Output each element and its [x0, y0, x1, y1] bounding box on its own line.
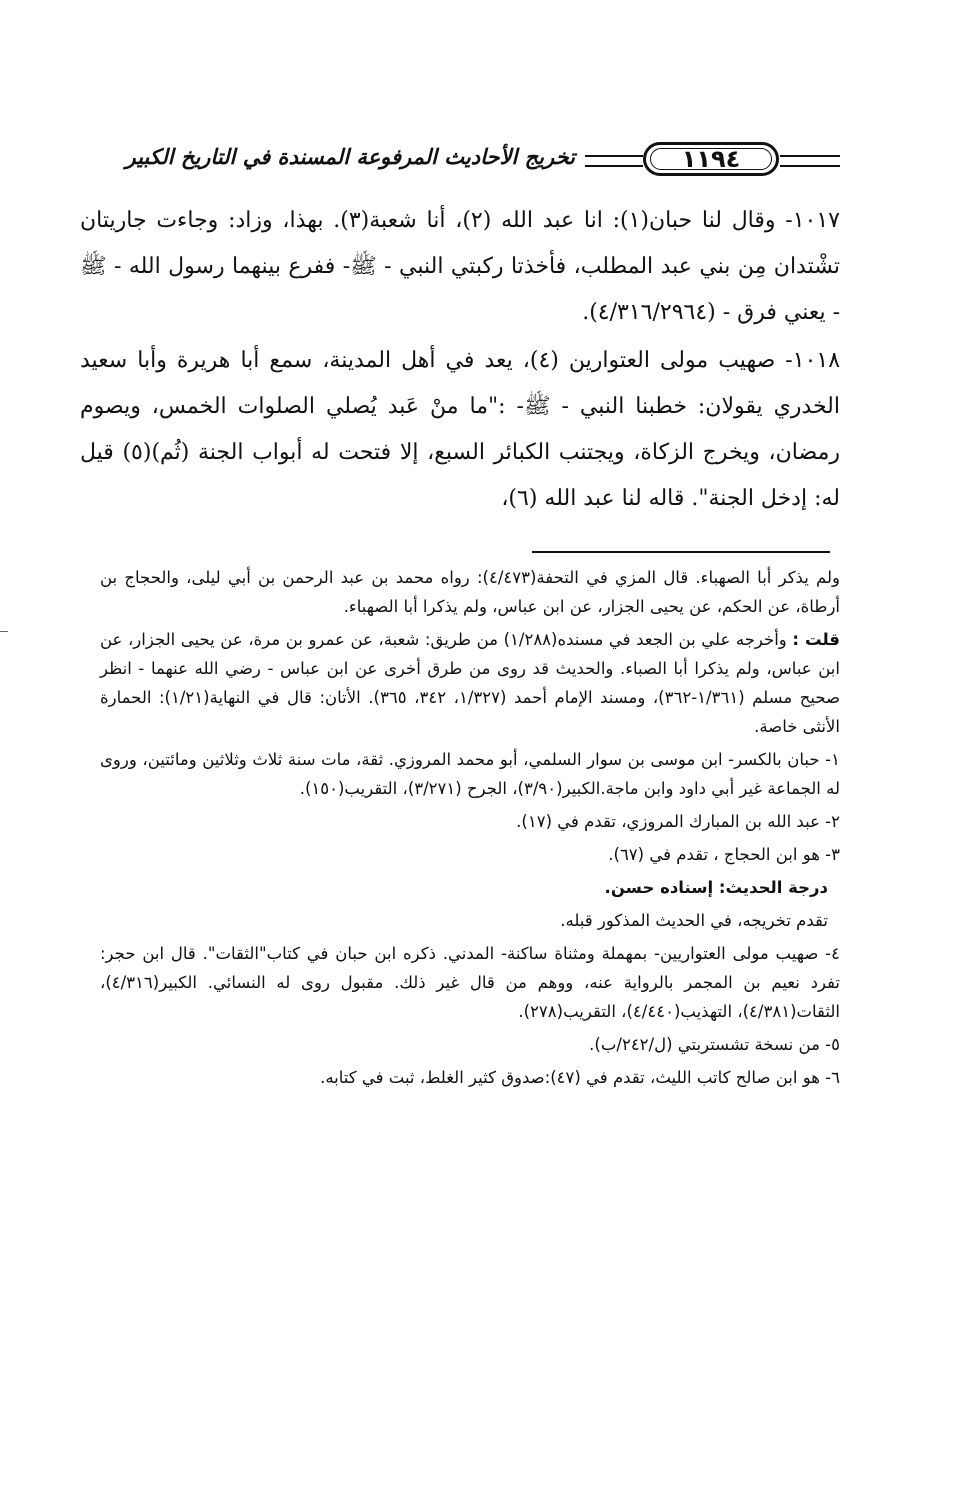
header-rule-left: [585, 155, 643, 167]
qult-note: [100, 625, 840, 741]
hadith-1017: ١٠١٧- وقال لنا حبان(١): انا عبد الله (٢)، أنا شعبة(٣). بهذا، وزاد: وجاءت جاريتان تشْتدان مِن بني عبد المطلب، فأخذتا ركبتي النبي - ﷺ- ففرع بينهما رسول الله - ﷺ - يعني فرق - (٤/٣١٦/٢٩٦٤).: [80, 208, 840, 325]
prior-note: تقدم تخريجه، في الحديث المذكور قبله.: [560, 911, 828, 930]
running-title: تخريج الأحاديث المرفوعة المسندة في التاريخ الكبير: [125, 144, 575, 169]
main-text: [80, 198, 840, 522]
hadith-grade: درجة الحديث: إسناده حسن.: [604, 878, 828, 897]
footnote-continuation: ولم يذكر أبا الصهباء. قال المزي في التحفة(٤/٤٧٣): رواه محمد بن عبد الرحمن بن أبي ليلى، والحجاج بن أرطاة، عن الحكم، عن يحيى الجزار، عن ابن عباس، ولم يذكرا أبا الصهباء.: [100, 568, 841, 616]
header-rule-right: [780, 155, 840, 167]
footnote-5: ٥- من نسخة تشستربتي (ل/٢٤٢/ب).: [589, 1035, 840, 1054]
footnote-2: ٢- عبد الله بن المبارك المروزي، تقدم في (١٧).: [516, 812, 840, 831]
footnote-4: ٤- صهيب مولى العتواريين- بمهملة ومثناة ساكنة- المدني. ذكره ابن حبان في كتاب"الثقات". قال ابن حجر: تفرد نعيم بن المجمر بالرواية عنه، ووهم من قال غير ذلك. مقبول روى له النسائي. الكبير(٤/٣١٦)، الثقات(٤/٣٨١)، التهذيب(٤/٤٤٠)، التقريب(٢٧٨).: [100, 944, 840, 1021]
footnotes: [100, 563, 840, 1096]
margin-mark: [0, 631, 8, 632]
footnote-1: ١- حبان بالكسر- ابن موسى بن سوار السلمي، أبو محمد المروزي. ثقة، مات سنة ثلاث وثلاثين ومائتين، وروى له الجماعة غير أبي داود وابن ماجة.الكبير(٣/٩٠)، الجرح (٣/٢٧١)، التقريب(١٥٠).: [100, 750, 840, 798]
footnote-separator: [532, 551, 830, 553]
qult-label: قلت :: [792, 630, 840, 649]
page-number: ١١٩٤: [643, 142, 779, 176]
footnote-6: ٦- هو ابن صالح كاتب الليث، تقدم في (٤٧):صدوق كثير الغلط، ثبت في كتابه.: [320, 1068, 840, 1087]
qult-text: وأخرجه علي بن الجعد في مسنده(١/٢٨٨) من طريق: شعبة، عن عمرو بن مرة، عن يحيى الجزار، عن ابن عباس، ولم يذكرا أبا الصباء. والحديث قد روى من طرق أخرى عن ابن عباس - رضي الله عنهما - انظر صحيح مسلم (١/٣٦١-٣٦٢)، ومسند الإمام أحمد (١/٣٢٧، ٣٤٢، ٣٦٥). الأتان: قال في النهاية(١/٢١): الحمارة الأنثى خاصة.: [100, 630, 841, 736]
hadith-1018: ١٠١٨- صهيب مولى العتوارين (٤)، يعد في أهل المدينة، سمع أبا هريرة وأبا سعيد الخدري يقولان: خطبنا النبي - ﷺ- :"ما منْ عَبد يُصلي الصلوات الخمس، ويصوم رمضان، ويخرج الزكاة، ويجتنب الكبائر السبع، إلا فتحت له أبواب الجنة (ثُم)(٥) قيل له: إدخل الجنة". قاله لنا عبد الله (٦)،: [80, 348, 841, 511]
page-header: [80, 138, 840, 188]
footnote-3: ٣- هو ابن الحجاج ، تقدم في (٦٧).: [608, 845, 840, 864]
